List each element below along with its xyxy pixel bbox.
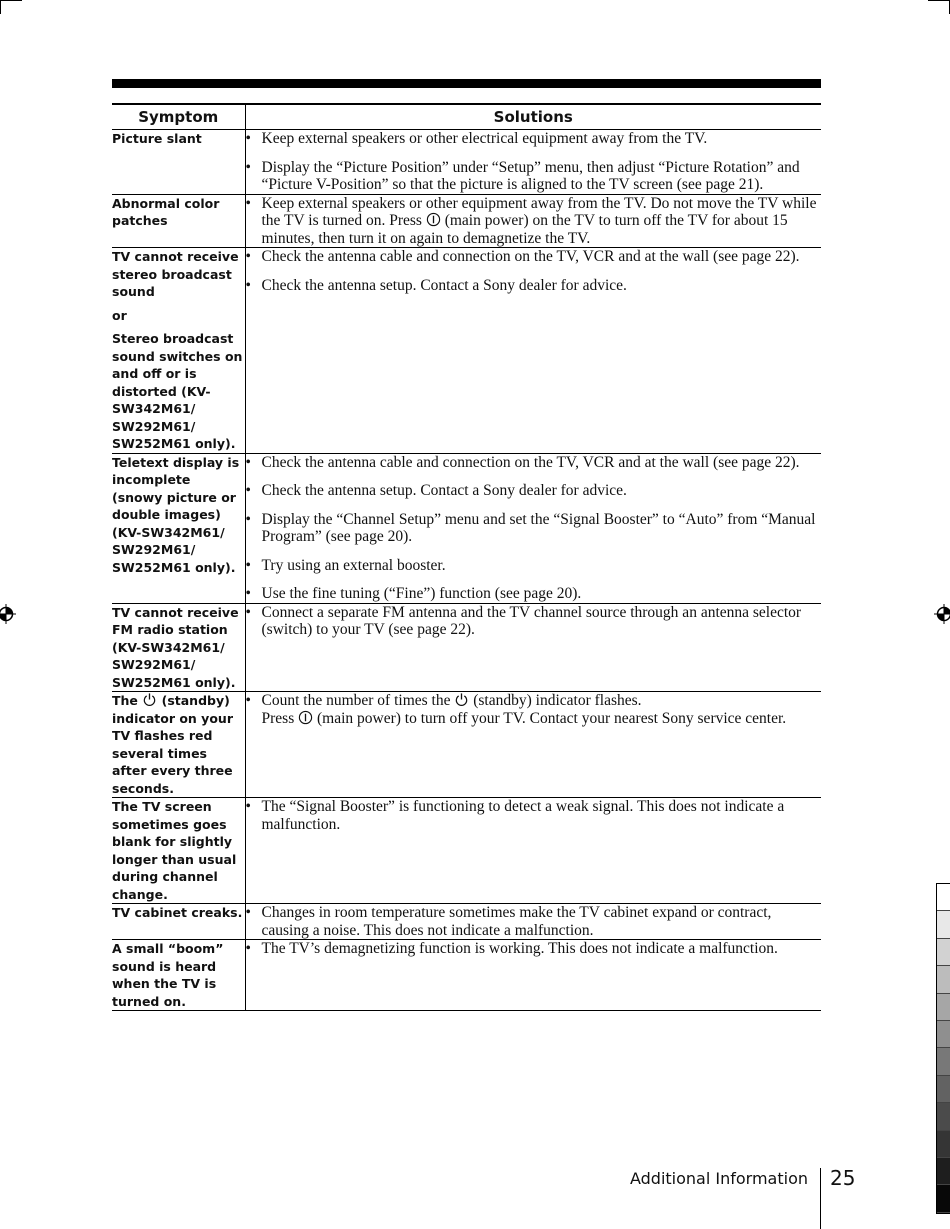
- symptom-cell: [112, 248, 245, 454]
- solution-item: [246, 482, 822, 500]
- symptom-text: or: [112, 307, 127, 323]
- main-power-icon: [298, 710, 313, 725]
- solutions-cell: [245, 194, 821, 248]
- greyscale-swatch: [937, 1021, 950, 1048]
- greyscale-swatch: [937, 1131, 950, 1158]
- solution-item: [246, 798, 822, 833]
- solutions-list: [246, 798, 822, 833]
- symptom-cell: [112, 940, 245, 1011]
- solution-item: [246, 195, 822, 248]
- solution-text: Check the antenna cable and connection on the TV, VCR and at the wall (see page 22).: [261, 248, 800, 265]
- solution-text: Check the antenna setup. Contact a Sony dealer for advice.: [261, 482, 627, 499]
- table-row: [112, 798, 821, 904]
- symptom-text: Teletext display is incomplete (snowy picture or double images) (KV-SW342M61/ SW292M61/ SW252M61 only).: [112, 454, 240, 575]
- solution-text: Connect a separate FM antenna and the TV channel source through an antenna selector (switch) to your TV (see page 22).: [261, 603, 802, 638]
- crop-mark: [0, 0, 22, 1]
- table-row: [112, 453, 821, 603]
- solutions-cell: [245, 904, 821, 940]
- bullet-icon: •: [245, 194, 251, 212]
- table-body: [112, 130, 821, 1011]
- solution-text: Use the fine tuning (“Fine”) function (see page 20).: [261, 585, 582, 602]
- bullet-icon: •: [245, 158, 251, 176]
- symptom-text: TV cabinet creaks.: [112, 905, 243, 920]
- solutions-cell: [245, 130, 821, 195]
- symptom-cell: [112, 904, 245, 940]
- table-row: [112, 940, 821, 1011]
- symptom-text: The TV screen sometimes goes blank for slightly longer than usual during channel change.: [112, 799, 237, 902]
- greyscale-swatch: [937, 966, 950, 993]
- table-row: [112, 248, 821, 454]
- solution-text: Try using an external booster.: [261, 556, 446, 574]
- bullet-icon: •: [245, 603, 251, 621]
- greyscale-swatch: [937, 884, 950, 911]
- solutions-cell: [245, 603, 821, 692]
- solution-text: Check the antenna setup. Contact a Sony dealer for advice.: [261, 276, 627, 294]
- section-header-bar: [112, 79, 821, 88]
- solution-text: Display the “Channel Setup” menu and set the “Signal Booster” to “Auto” from “Manual Program” (see page 20).: [261, 510, 816, 545]
- solution-item: [246, 940, 822, 958]
- solution-text: The “Signal Booster” is functioning to detect a weak signal. This does not indicate a malfunction.: [261, 798, 785, 833]
- section-label: Additional Information: [629, 1169, 808, 1188]
- table-row: [112, 692, 821, 798]
- bullet-icon: •: [245, 940, 251, 957]
- solutions-list: [246, 604, 822, 639]
- footer-divider: [820, 1168, 821, 1229]
- solution-item: [246, 130, 822, 148]
- greyscale-swatch: [937, 911, 950, 938]
- table-row: [112, 194, 821, 248]
- crop-mark: [0, 0, 1, 14]
- bullet-icon: •: [245, 510, 251, 528]
- greyscale-swatch: [937, 1076, 950, 1103]
- solution-item: [246, 585, 822, 603]
- greyscale-swatch: [937, 1185, 950, 1212]
- standby-icon: [454, 692, 469, 707]
- solutions-cell: [245, 453, 821, 603]
- solutions-list: [246, 940, 822, 958]
- symptom-cell: [112, 798, 245, 904]
- greyscale-swatch: [937, 1158, 950, 1185]
- solutions-list: [246, 692, 822, 727]
- solution-item: [246, 904, 822, 939]
- solution-item: [246, 604, 822, 639]
- table-header-row: [112, 104, 821, 130]
- symptom-cell: [112, 194, 245, 248]
- solution-item: [246, 454, 822, 472]
- solutions-cell: [245, 248, 821, 454]
- table-row: [112, 603, 821, 692]
- greyscale-swatch: [937, 994, 950, 1021]
- solutions-column-header: Solutions: [245, 104, 821, 130]
- main-power-icon: [426, 212, 441, 227]
- solutions-cell: [245, 692, 821, 798]
- solution-item: [246, 248, 822, 266]
- bullet-icon: •: [245, 692, 251, 709]
- solution-text: Display the “Picture Position” under “Setup” menu, then adjust “Picture Rotation” and “Picture V-Position” so that the picture is aligned to the TV screen (see page 21).: [261, 158, 800, 193]
- solutions-list: [246, 130, 822, 194]
- greyscale-calibration-strip: [936, 883, 950, 1214]
- greyscale-swatch: [937, 939, 950, 966]
- bullet-icon: •: [245, 585, 251, 602]
- solution-text: Changes in room temperature sometimes make the TV cabinet expand or contract, causing a noise. This does not indicate a malfunction.: [261, 904, 772, 939]
- greyscale-swatch: [937, 1048, 950, 1075]
- solution-text: The TV’s demagnetizing function is working. This does not indicate a malfunction.: [261, 940, 778, 957]
- bullet-icon: •: [245, 556, 251, 574]
- solution-item: [246, 159, 822, 194]
- symptom-text: Abnormal color patches: [112, 195, 220, 228]
- bullet-icon: •: [245, 453, 251, 471]
- bullet-icon: •: [245, 798, 251, 815]
- solution-item: [246, 277, 822, 295]
- bullet-icon: •: [245, 248, 251, 265]
- symptom-text: Picture slant: [112, 131, 202, 146]
- solution-text: Count the number of times the (standby) indicator flashes. Press (main power) to turn off your TV. Contact your nearest Sony service center.: [261, 692, 787, 727]
- bullet-icon: •: [245, 130, 251, 147]
- symptom-text: A small “boom” sound is heard when the TV is turned on.: [112, 941, 224, 1009]
- symptom-cell: [112, 453, 245, 603]
- symptom-text: The (standby) indicator on your TV flashes red several times after every three seconds.: [112, 693, 233, 796]
- table-row: [112, 904, 821, 940]
- standby-icon: [142, 692, 157, 707]
- solutions-cell: [245, 798, 821, 904]
- symptom-cell: [112, 603, 245, 692]
- symptom-text: TV cannot receive FM radio station (KV-SW342M61/ SW292M61/ SW252M61 only).: [112, 604, 239, 690]
- solutions-list: [246, 904, 822, 939]
- bullet-icon: •: [245, 904, 251, 921]
- symptom-text: Stereo broadcast sound switches on and off or is distorted (KV-SW342M61/ SW292M61/ SW252M61 only).: [112, 331, 243, 451]
- troubleshooting-table: [112, 103, 821, 1011]
- solution-text: Keep external speakers or other electrical equipment away from the TV.: [261, 130, 708, 147]
- solution-item: [246, 511, 822, 546]
- symptom-cell: [112, 130, 245, 195]
- greyscale-swatch: [937, 1103, 950, 1130]
- crop-mark: [928, 0, 950, 1]
- solutions-list: [246, 248, 822, 294]
- solution-text: Check the antenna cable and connection on the TV, VCR and at the wall (see page 22).: [261, 453, 800, 471]
- registration-mark-left: [0, 604, 16, 624]
- registration-mark-right: [934, 604, 950, 624]
- symptom-cell: [112, 692, 245, 798]
- solution-item: [246, 692, 822, 727]
- table-row: [112, 130, 821, 195]
- bullet-icon: •: [245, 276, 251, 294]
- solution-text: Keep external speakers or other equipment away from the TV. Do not move the TV while the TV is turned on. Press (main power) on the TV to turn off the TV for about 15 minutes, then turn it on again to demagnetize the TV.: [261, 194, 817, 247]
- symptom-column-header: Symptom: [112, 104, 245, 130]
- page-number: 25: [830, 1166, 856, 1190]
- solutions-list: [246, 454, 822, 603]
- solutions-cell: [245, 940, 821, 1011]
- solution-item: [246, 557, 822, 575]
- solutions-list: [246, 195, 822, 248]
- symptom-text: TV cannot receive stereo broadcast sound: [112, 249, 239, 299]
- bullet-icon: •: [245, 482, 251, 499]
